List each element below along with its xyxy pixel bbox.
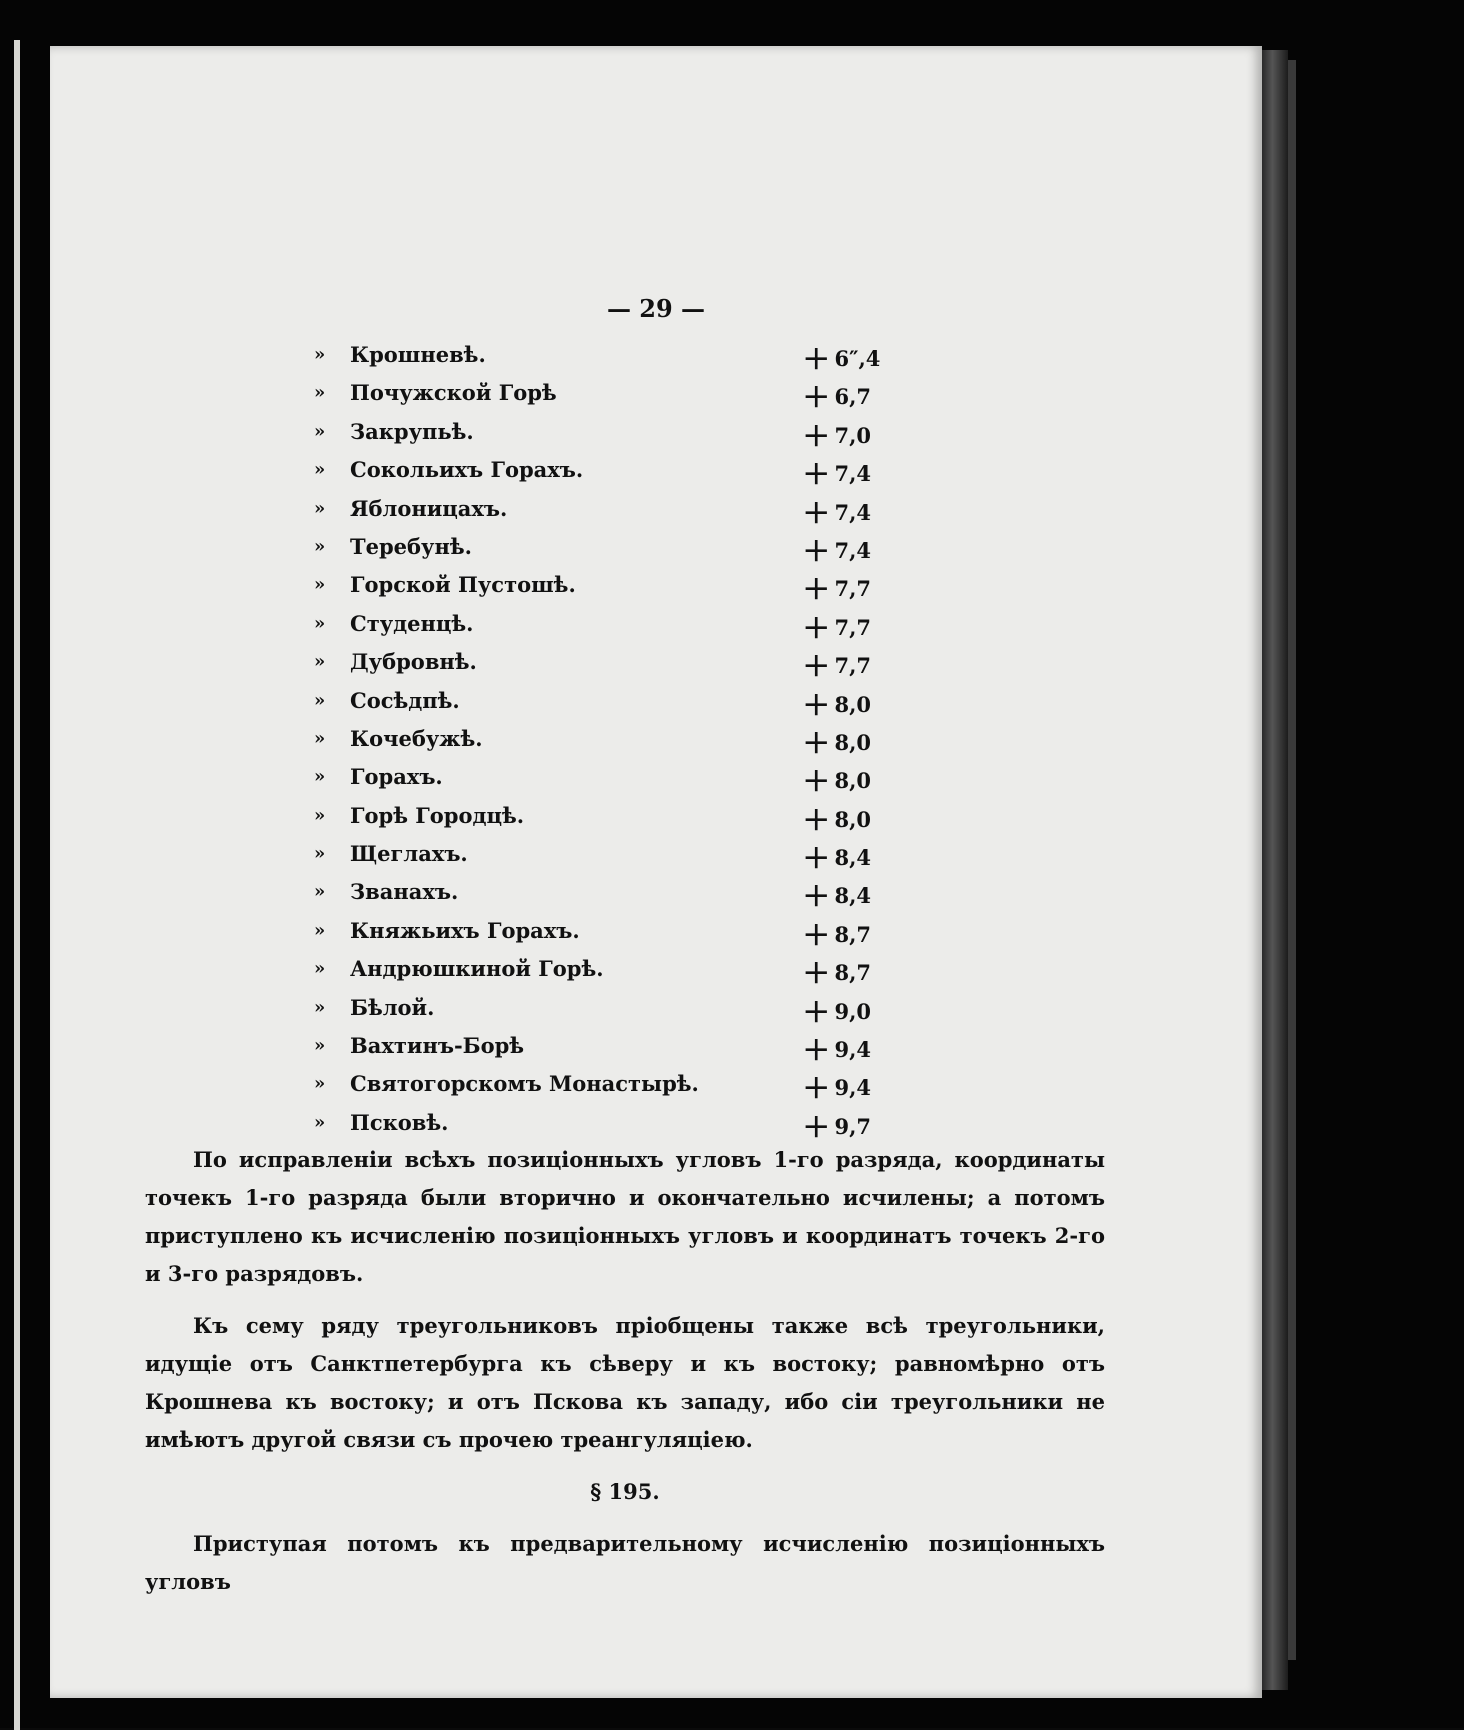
station-name: Княжьихъ Горахъ. [350,917,580,943]
plus-sign: + [802,1029,831,1070]
value-number: 9,0 [834,998,872,1024]
list-row [50,338,1262,376]
station-name: Крошневѣ. [350,342,486,367]
ditto-mark: » [314,574,326,596]
page-number: — 29 — [606,294,706,323]
list-row [50,376,1262,417]
ditto-mark: » [314,881,326,903]
value-number: 7,4 [834,499,872,525]
book-cover-edge [1288,60,1296,1660]
value-number: 7,4 [834,537,872,563]
plus-sign: + [802,606,831,647]
plus-sign: + [802,1067,831,1108]
value-number: 6,7 [834,384,872,410]
ditto-mark: » [314,843,326,865]
ditto-mark: » [314,766,326,788]
ditto-mark: » [314,535,326,557]
correction-list [50,338,1262,1144]
correction-value [802,875,871,915]
station-name: Дубровнѣ. [350,649,477,675]
previous-page-edge [14,40,20,1730]
book-page [50,46,1262,1698]
correction-value [802,568,871,608]
paragraph: Къ сему ряду треугольниковъ пріобщены также всѣ треугольники, идущіе отъ Санктпетербурга къ сѣверу и къ востоку; равномѣрно отъ Крошнева къ востоку; и отъ Пскова къ западу, ибо сіи треугольники не имѣютъ другой связи съ прочею треангуляціею. [145,1313,1105,1452]
ditto-mark: » [314,958,326,980]
ditto-mark: » [314,996,326,1018]
station-name: Горской Пустошѣ. [350,572,576,598]
list-row [50,607,1262,645]
plus-sign: + [802,568,831,609]
station-name: Андрюшкиной Горѣ. [350,956,604,982]
correction-value [802,952,871,992]
correction-value [802,607,871,647]
value-number: 9,4 [834,1037,872,1063]
correction-value [802,684,871,724]
station-name: Яблоницахъ. [350,495,508,521]
plus-sign: + [802,414,831,455]
paragraph: По исправленіи всѣхъ позиціонныхъ угловъ 1-го разряда, координаты точекъ 1-го разряда были вторично и окончательно исчилены; а потомъ приступлено къ исчисленію позиціонныхъ угловъ и координатъ точекъ 2-го и 3-го разрядовъ. [145,1147,1105,1286]
value-number: 8,4 [834,845,872,871]
ditto-mark: » [314,612,326,634]
ditto-mark: » [314,727,326,749]
station-name: Сокольихъ Горахъ. [350,457,584,483]
value-number: 7,0 [834,422,872,448]
correction-value [802,645,871,685]
correction-value [802,453,871,493]
correction-value [802,799,871,839]
plus-sign: + [802,1105,831,1146]
plus-sign: + [802,952,831,993]
correction-value [802,530,871,570]
paragraph: Приступая потомъ къ предварительному исчисленію позиціонныхъ угловъ [145,1531,1105,1594]
ditto-mark: » [314,344,326,365]
list-row [50,1067,1262,1108]
list-row [50,914,1262,952]
plus-sign: + [802,491,831,532]
value-number: 8,0 [834,729,872,755]
correction-value [802,1106,871,1146]
plus-sign: + [802,376,831,417]
list-row [50,645,1262,686]
list-row [50,684,1262,722]
plus-sign: + [802,875,831,916]
correction-value [802,760,871,800]
plus-sign: + [802,683,831,724]
list-row [50,991,1262,1029]
value-number: 8,7 [834,921,872,947]
value-number: 8,0 [834,768,872,794]
list-row [50,952,1262,993]
station-name: Студенцѣ. [350,610,474,636]
station-name: Кочебужѣ. [350,725,483,751]
plus-sign: + [802,760,831,801]
station-name: Закрупьѣ. [350,418,474,444]
station-name: Бѣлой. [350,994,435,1020]
station-name: Вахтинъ-Борѣ [350,1033,525,1059]
list-row [50,760,1262,801]
plus-sign: + [802,913,831,954]
station-name: Горахъ. [350,764,443,790]
plus-sign: + [802,990,831,1031]
correction-value [802,1029,871,1069]
ditto-mark: » [314,382,326,404]
list-row [50,1029,1262,1070]
list-row [50,492,1262,530]
ditto-mark: » [314,804,326,826]
value-number: 9,7 [834,1113,872,1139]
station-name: Псковѣ. [350,1109,449,1135]
ditto-mark: » [314,1035,326,1057]
correction-value [802,722,871,762]
station-name: Теребунѣ. [350,533,472,559]
list-row [50,722,1262,760]
station-name: Сосѣдпѣ. [350,687,460,713]
list-row [50,415,1262,453]
value-number: 8,7 [834,960,872,986]
correction-value [802,415,871,455]
station-name: Званахъ. [350,879,459,905]
correction-value [802,492,871,532]
correction-value [802,991,871,1031]
list-row [50,875,1262,916]
value-number: 8,4 [834,883,872,909]
plus-sign: + [802,453,831,494]
value-number: 8,0 [834,806,872,832]
list-row [50,530,1262,568]
ditto-mark: » [314,919,326,941]
correction-value [802,338,880,378]
plus-sign: + [802,338,831,378]
list-row [50,568,1262,609]
value-number: 8,0 [834,691,872,717]
station-name: Почужской Горѣ [350,380,557,406]
station-name: Святогорскомъ Монастырѣ. [350,1071,699,1097]
ditto-mark: » [314,459,326,481]
correction-value [802,376,871,416]
value-number: 7,4 [834,461,872,487]
ditto-mark: » [314,497,326,519]
correction-value [802,914,871,954]
value-number: 7,7 [834,614,872,640]
ditto-mark: » [314,1073,326,1095]
value-number: 7,7 [834,653,872,679]
plus-sign: + [802,837,831,878]
plus-sign: + [802,529,831,570]
list-row [50,1106,1262,1144]
station-name: Щеглахъ. [350,841,468,867]
plus-sign: + [802,721,831,762]
value-number: 7,7 [834,576,872,602]
ditto-mark: » [314,1111,326,1133]
list-row [50,837,1262,878]
value-number: 6″,4 [834,346,881,371]
list-row [50,799,1262,837]
value-number: 9,4 [834,1075,872,1101]
ditto-mark: » [314,651,326,673]
body-text [145,1141,1105,1615]
station-name: Горѣ Городцѣ. [350,802,525,828]
ditto-mark: » [314,689,326,711]
book-spine [1262,50,1288,1690]
plus-sign: + [802,645,831,686]
plus-sign: + [802,798,831,839]
section-heading: § 195. [590,1479,660,1504]
ditto-mark: » [314,420,326,442]
correction-value [802,1067,871,1107]
list-row [50,453,1262,494]
correction-value [802,837,871,877]
